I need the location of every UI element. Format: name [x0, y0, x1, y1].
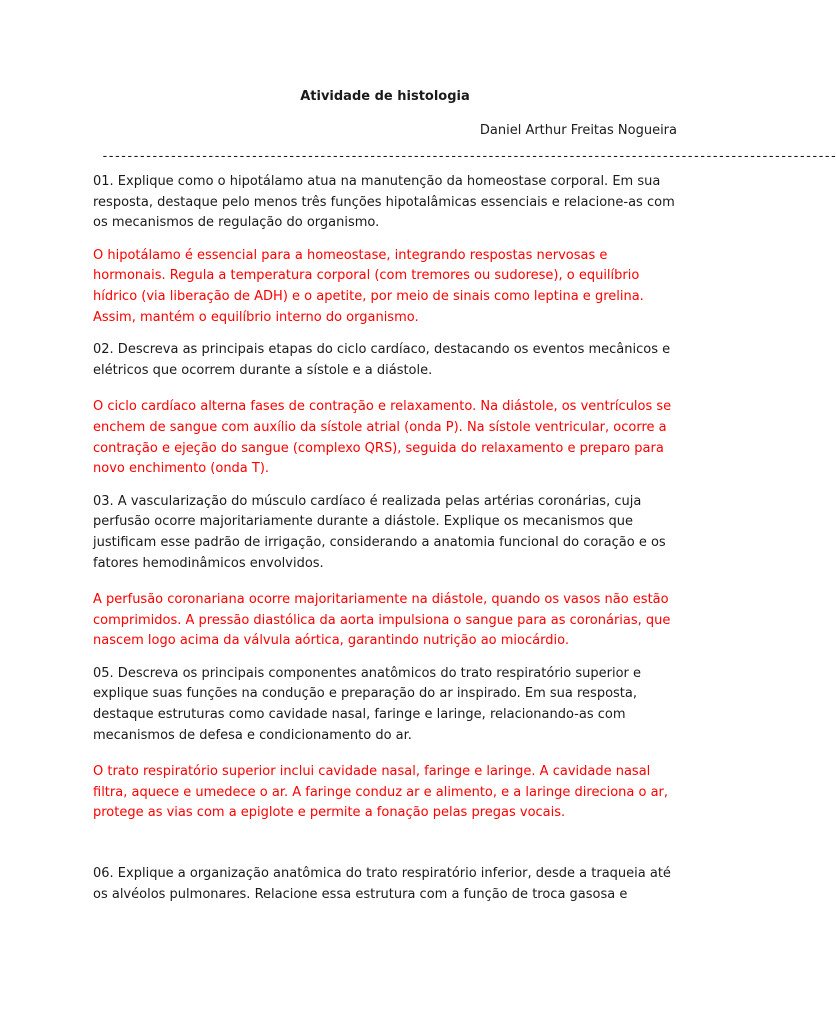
spacer — [93, 836, 677, 864]
answer-05: O trato respiratório superior inclui cavidade nasal, faringe e laringe. A cavidade nasal filtra, aquece e umedece o ar. A faringe conduz ar e alimento, e a laringe direciona o ar, protege as vias com a epiglote e permite a fonação pelas pregas vocais. — [93, 764, 669, 821]
question-01: 01. Explique como o hipotálamo atua na manutenção da homeostase corporal. Em sua resposta, destaque pelo menos três funções hipotalâmicas essenciais e relacione-as com os mecanismos de regulação do organismo. — [93, 174, 675, 231]
author-name: Daniel Arthur Freitas Nogueira — [479, 123, 677, 138]
question-03: 03. A vascularização do músculo cardíaco é realizada pelas artérias coronárias, cuja perfusão ocorre majoritariamente durante a diástole. Explique os mecanismos que justificam esse padrão de irrigação, considerando a anatomia funcional do coração e os fatores hemodinâmicos envolvidos. — [93, 493, 666, 571]
divider-line: ---------------------------------------------------------------------------------------------------------------------- — [101, 149, 836, 164]
answer-02: O ciclo cardíaco alterna fases de contração e relaxamento. Na diástole, os ventrículos se enchem de sangue com auxílio da sístole atrial (onda P). Na sístole ventricular, ocorre a contração e ejeção do sangue (complexo QRS), seguida do relaxamento e preparo para novo enchimento (onda T). — [93, 399, 672, 477]
question-05: 05. Descreva os principais componentes anatômicos do trato respiratório superior e explique suas funções na condução e preparação do ar inspirado. Em sua resposta, destaque estruturas como cavidade nasal, faringe e laringe, relacionando-as com mecanismos de defesa e condicionamento do ar. — [93, 665, 642, 743]
question-06: 06. Explique a organização anatômica do trato respiratório inferior, desde a traqueia até os alvéolos pulmonares. Relacione essa estrutura com a função de troca gasosa e — [93, 866, 671, 902]
answer-01: O hipotálamo é essencial para a homeostase, integrando respostas nervosas e hormonais. Regula a temperatura corporal (com tremores ou sudorese), o equilíbrio hídrico (via liberação de ADH) e o apetite, por meio de sinais como leptina e grelina. Assim, mantém o equilíbrio interno do organismo. — [93, 247, 644, 325]
question-02: 02. Descreva as principais etapas do ciclo cardíaco, destacando os eventos mecânicos e elétricos que ocorrem durante a sístole e a diástole. — [93, 342, 671, 378]
document-title: Atividade de histologia — [300, 89, 470, 104]
document-page — [93, 88, 836, 917]
answer-03: A perfusão coronariana ocorre majoritariamente na diástole, quando os vasos não estão comprimidos. A pressão diastólica da aorta impulsiona o sangue para as coronárias, que nascem logo acima da válvula aórtica, garantindo nutrição ao miocárdio. — [93, 592, 671, 649]
